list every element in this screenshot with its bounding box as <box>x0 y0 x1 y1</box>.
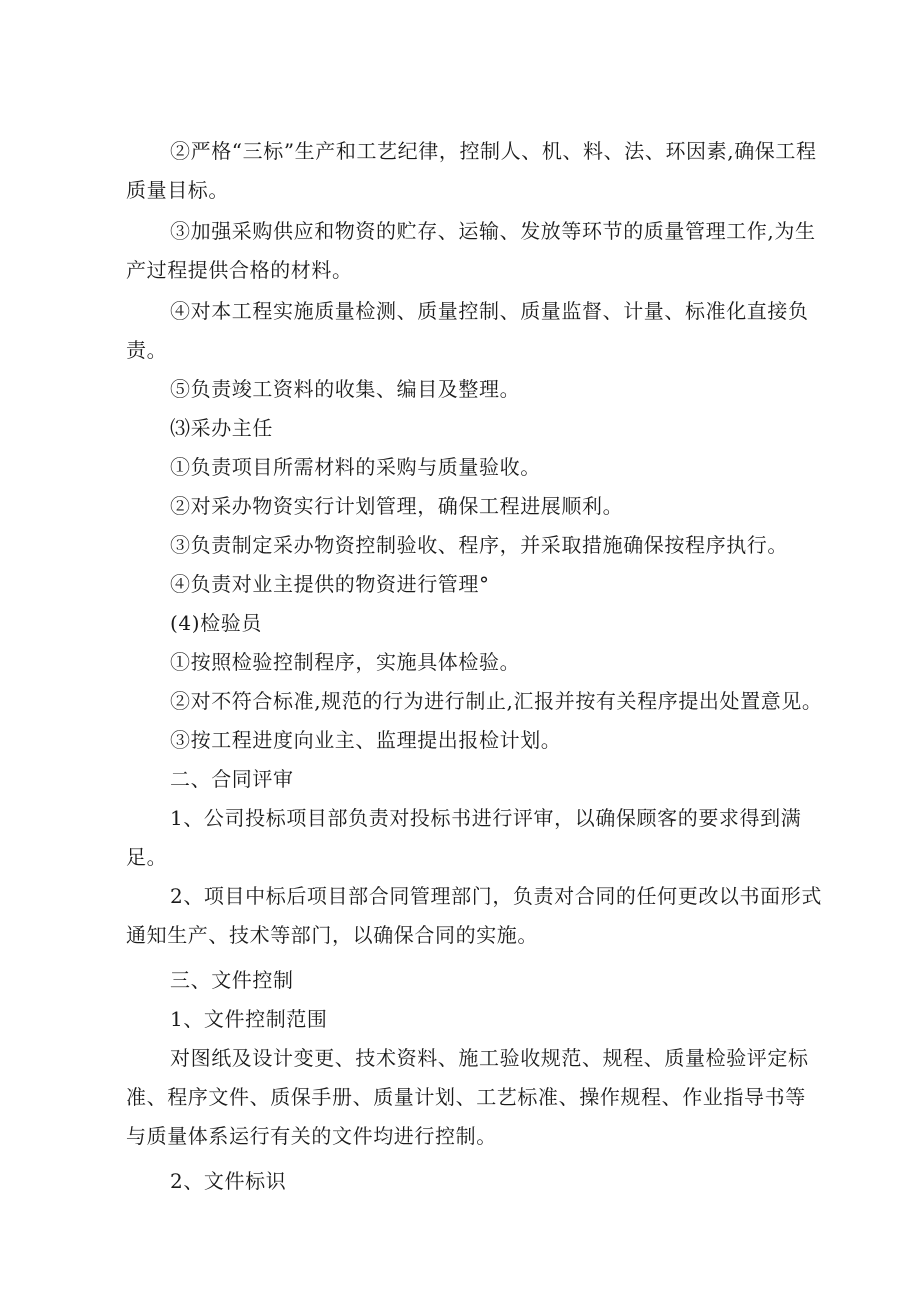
paragraph: 1、公司投标项目部负责对投标书进行评审，以确保顾客的要求得到满足。 <box>126 806 802 869</box>
paragraph: ③加强采购供应和物资的贮存、运输、发放等环节的质量管理工作,为生产过程提供合格的材料。 <box>126 219 816 282</box>
paragraph: ⑤负责竣工资料的收集、编目及整理。 <box>170 377 521 401</box>
paragraph: 2、项目中标后项目部合同管理部门，负责对合同的任何更改以书面形式通知生产、技术等部门，以确保合同的实施。 <box>126 884 822 947</box>
paragraph: 对图纸及设计变更、技术资料、施工验收规范、规程、质量检验评定标准、程序文件、质保手册、质量计划、工艺标准、操作规程、作业指导书等与质量体系运行有关的文件均进行控制。 <box>126 1046 809 1148</box>
section-heading: 三、文件控制 <box>170 968 294 992</box>
paragraph: ④负责对业主提供的物资进行管理° <box>170 572 490 596</box>
paragraph: ②对采办物资实行计划管理，确保工程进展顺利。 <box>170 494 624 518</box>
subsection-heading: 1、文件控制范围 <box>170 1007 328 1031</box>
paragraph: ④对本工程实施质量检测、质量控制、质量监督、计量、标准化直接负责。 <box>126 299 809 362</box>
paragraph: ②对不符合标准,规范的行为进行制止,汇报并按有关程序提出处置意见。 <box>170 689 823 713</box>
subsection-heading: 2、文件标识 <box>170 1169 287 1193</box>
paragraph: ③负责制定采办物资控制验收、程序，并采取措施确保按程序执行。 <box>170 533 788 557</box>
section-heading: ⑶采办主任 <box>170 416 273 440</box>
paragraph: ①按照检验控制程序，实施具体检验。 <box>170 650 521 674</box>
paragraph: ③按工程进度向业主、监理提出报检计划。 <box>170 728 562 752</box>
section-heading: 二、合同评审 <box>170 767 294 791</box>
section-heading: (4)检验员 <box>170 611 262 635</box>
paragraph: ②严格“三标”生产和工艺纪律，控制人、机、料、法、环因素,确保工程质量目标。 <box>126 139 817 202</box>
document-body <box>126 132 826 1201</box>
paragraph: ①负责项目所需材料的采购与质量验收。 <box>170 455 541 479</box>
